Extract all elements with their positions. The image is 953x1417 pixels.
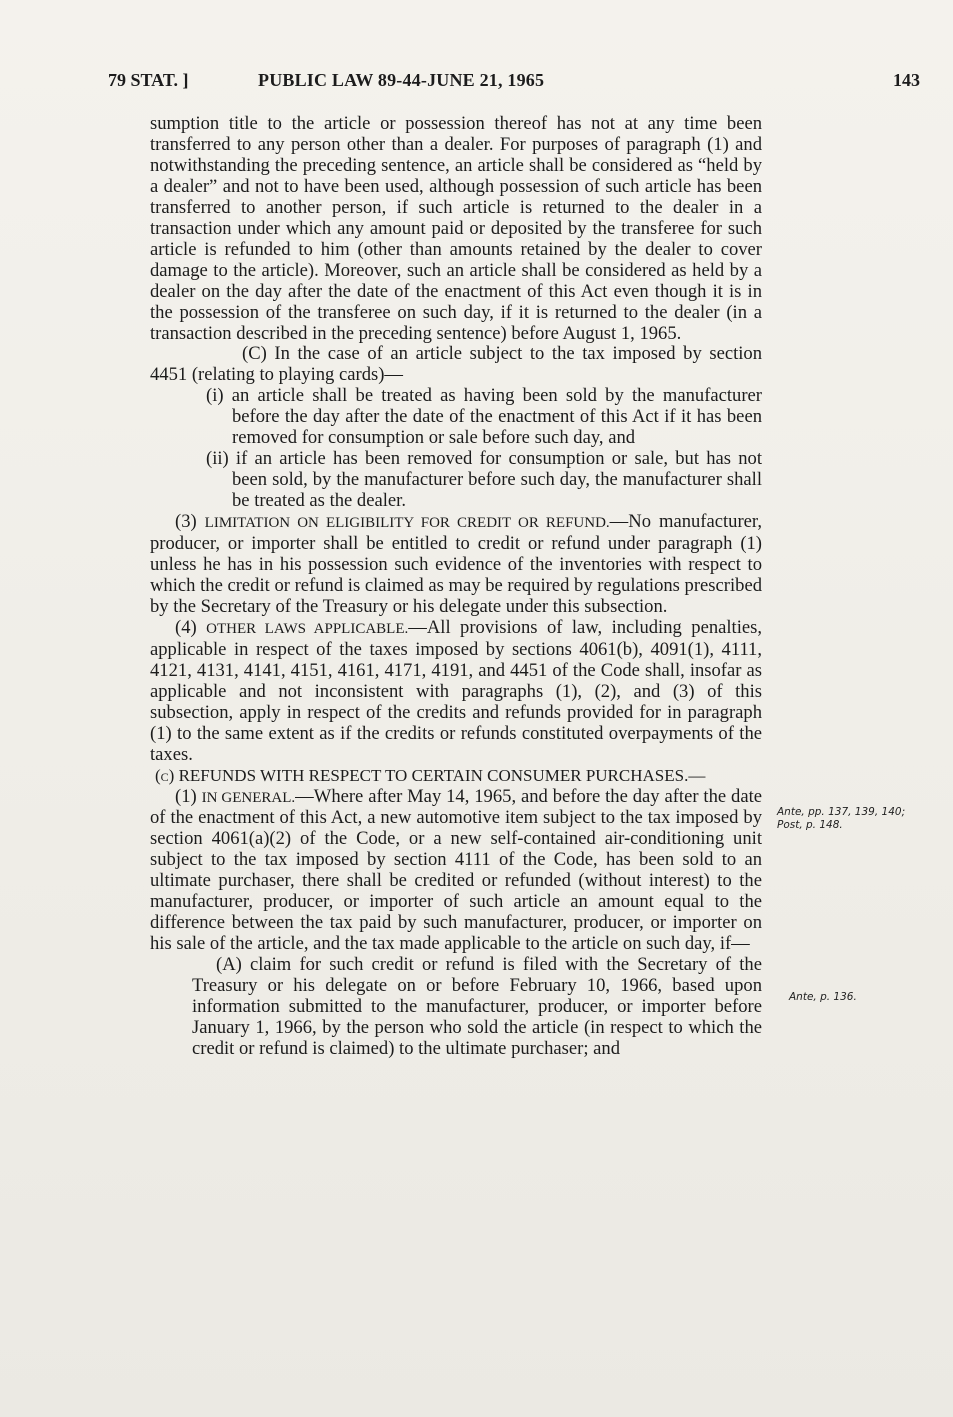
subparagraph-a: (A) claim for such credit or refund is filed with the Secretary of the Treasury or his delegate on or before February 10, 1966, based upon information submitted to the manufacturer, producer, or importer before January 1, 1966, by the person who sold the article (in respect to which the credit or refund is claimed) to the ultimate purchaser; and [192,954,762,1059]
page-number: 143 [893,70,920,90]
paragraph-c-1-heading: IN GENERAL. [201,789,296,806]
statute-body [150,114,762,1060]
paragraph-continuation: sumption title to the article or possession thereof has not at any time been transferred to any person other than a dealer. For purposes of paragraph (1) and notwithstanding the preceding sentence, an article shall be considered as “held by a dealer” and not to have been used, although possession of such article has been transferred to another person, if such article is returned to the dealer in a transaction under which any amount paid or deposited by the transferee for such article is refunded to him (other than amounts retained by the dealer to cover damage to the article). Moreover, such an article shall be considered as held by a dealer on the day after the date of the enactment of this Act even though it is in the possession of the transferee on such day, if it is returned to the dealer (in a transaction described in the preceding sentence) before August 1, 1965. [150,113,762,344]
paragraph-4-heading: OTHER LAWS APPLICABLE. [206,620,409,637]
clause-i: (i) an article shall be treated as having been sold by the manufacturer before the day after the date of the enactment of this Act if it has been removed for consumption or sale before such day, and [206,385,762,449]
paragraph-4: (4) OTHER LAWS APPLICABLE.—All provisions of law, including penalties, applicable in respect of the taxes imposed by sections 4061(b), 4091(1), 4111, 4121, 4131, 4141, 4151, 4161, 4171, 4191, and 4451 of the Code shall, insofar as applicable and not inconsistent with paragraphs (1), (2), and (3) of this subsection, apply in respect of the credits and refunds provided for in paragraph (1) to the same extent as if the credits or refunds constituted overpayments of the taxes. [150,616,762,765]
subsection-c-heading: (c) REFUNDS WITH RESPECT TO CERTAIN CONSUMER PURCHASES.— [155,765,706,785]
paragraph-c-1: (1) IN GENERAL.—Where after May 14, 1965, and before the day after the date of the enactment of this Act, a new automotive item subject to the tax imposed by section 4061(a)(2) of the Code, or a new self-contained air-conditioning unit subject to the tax imposed by section 4111 of the Code, has been sold to an ultimate purchaser, there shall be credited or refunded (without interest) to the manufacturer, producer, or importer of such article an amount equal to the difference between the tax paid by such manufacturer, producer, or importer on his sale of the article, and the tax made applicable to the article on such day, if— [150,785,763,955]
clause-ii: (ii) if an article has been removed for consumption or sale, but has not been sold, by the manufacturer before such day, the manufacturer shall be treated as the dealer. [206,448,762,512]
paragraph-3: (3) LIMITATION ON ELIGIBILITY FOR CREDIT OR REFUND.—No manufacturer, producer, or importer shall be entitled to credit or refund under paragraph (1) unless he has in his possession such evidence of the inventories with respect to which the credit or refund is claimed as may be required by regulations prescribed by the Secretary of the Treasury or his delegate under this subsection. [150,511,762,617]
paragraph-3-heading: LIMITATION ON ELIGIBILITY FOR CREDIT OR REFUND. [204,515,610,532]
margin-note-cross-reference: Ante, p. 136. [789,991,857,1003]
margin-note-cross-reference: Ante, pp. 137, 139, 140; Post, p. 148. [777,806,906,831]
subparagraph-c: (C) In the case of an article subject to the tax imposed by section 4451 (relating to playing cards)— [150,343,762,386]
volume-reference: 79 STAT. ] [108,70,189,90]
page-header [108,70,920,96]
page-title: PUBLIC LAW 89-44-JUNE 21, 1965 [258,70,545,90]
